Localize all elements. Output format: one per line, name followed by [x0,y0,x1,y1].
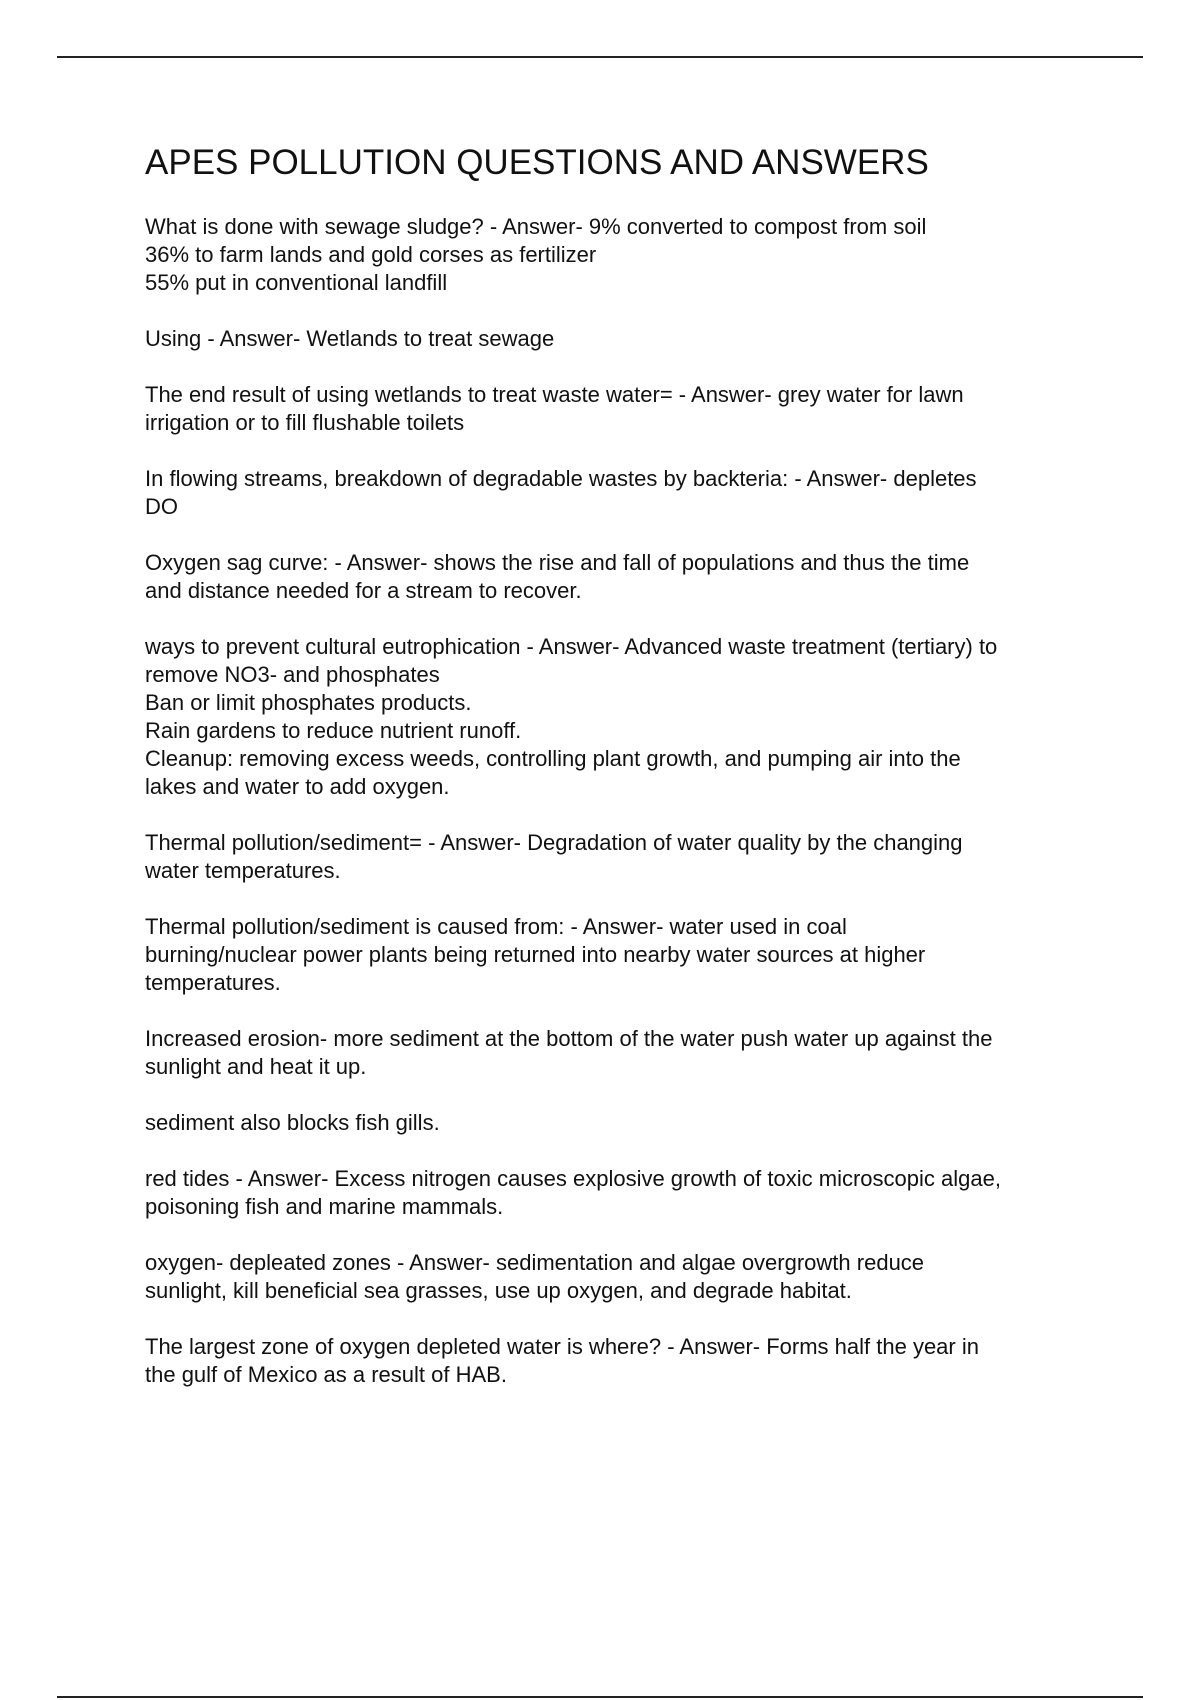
qa-entry-line: sediment also blocks fish gills. [145,1110,440,1135]
qa-entry-line: The largest zone of oxygen depleted water is where? - Answer- Forms half the year in [145,1334,979,1359]
qa-entry-line: Thermal pollution/sediment is caused from: - Answer- water used in coal [145,914,847,939]
qa-entry [145,633,1095,801]
qa-entry-line: Rain gardens to reduce nutrient runoff. [145,718,522,743]
qa-entry-line: What is done with sewage sludge? - Answer- 9% converted to compost from soil [145,214,927,239]
qa-entry [145,1165,1095,1221]
qa-entry-line: sunlight, kill beneficial sea grasses, use up oxygen, and degrade habitat. [145,1278,852,1303]
qa-entry [145,549,1095,605]
qa-entry [145,465,1095,521]
bottom-rule [57,1696,1143,1698]
qa-entry [145,325,1095,353]
qa-entry-line: remove NO3- and phosphates [145,662,440,687]
qa-list [145,213,1095,1389]
qa-entry-line: Oxygen sag curve: - Answer- shows the rise and fall of populations and thus the time [145,550,970,575]
document-body [145,142,1095,1417]
qa-entry-line: Ban or limit phosphates products. [145,690,472,715]
qa-entry-line: water temperatures. [145,858,341,883]
qa-entry-line: Thermal pollution/sediment= - Answer- Degradation of water quality by the changing [145,830,963,855]
qa-entry [145,913,1095,997]
qa-entry-line: red tides - Answer- Excess nitrogen causes explosive growth of toxic microscopic algae, [145,1166,1001,1191]
qa-entry-line: lakes and water to add oxygen. [145,774,450,799]
qa-entry-line: irrigation or to fill flushable toilets [145,410,465,435]
qa-entry-line: Increased erosion- more sediment at the bottom of the water push water up against the [145,1026,993,1051]
qa-entry [145,1333,1095,1389]
qa-entry-line: The end result of using wetlands to treat waste water= - Answer- grey water for lawn [145,382,964,407]
qa-entry-line: In flowing streams, breakdown of degradable wastes by backteria: - Answer- depletes [145,466,977,491]
qa-entry-line: poisoning fish and marine mammals. [145,1194,504,1219]
qa-entry-line: 36% to farm lands and gold corses as fertilizer [145,242,597,267]
top-rule [57,56,1143,58]
qa-entry-line: sunlight and heat it up. [145,1054,367,1079]
qa-entry-line: temperatures. [145,970,281,995]
qa-entry [145,1249,1095,1305]
qa-entry [145,213,1095,297]
qa-entry [145,1109,1095,1137]
qa-entry-line: DO [145,494,178,519]
qa-entry-line: oxygen- depleated zones - Answer- sedimentation and algae overgrowth reduce [145,1250,925,1275]
document-title: APES POLLUTION QUESTIONS AND ANSWERS [145,143,929,182]
qa-entry [145,829,1095,885]
qa-entry-line: burning/nuclear power plants being returned into nearby water sources at higher [145,942,926,967]
qa-entry-line: 55% put in conventional landfill [145,270,448,295]
qa-entry-line: Using - Answer- Wetlands to treat sewage [145,326,555,351]
qa-entry-line: Cleanup: removing excess weeds, controlling plant growth, and pumping air into the [145,746,961,771]
qa-entry-line: the gulf of Mexico as a result of HAB. [145,1362,507,1387]
qa-entry [145,1025,1095,1081]
qa-entry-line: ways to prevent cultural eutrophication - Answer- Advanced waste treatment (tertiary) to [145,634,998,659]
qa-entry [145,381,1095,437]
qa-entry-line: and distance needed for a stream to recover. [145,578,582,603]
